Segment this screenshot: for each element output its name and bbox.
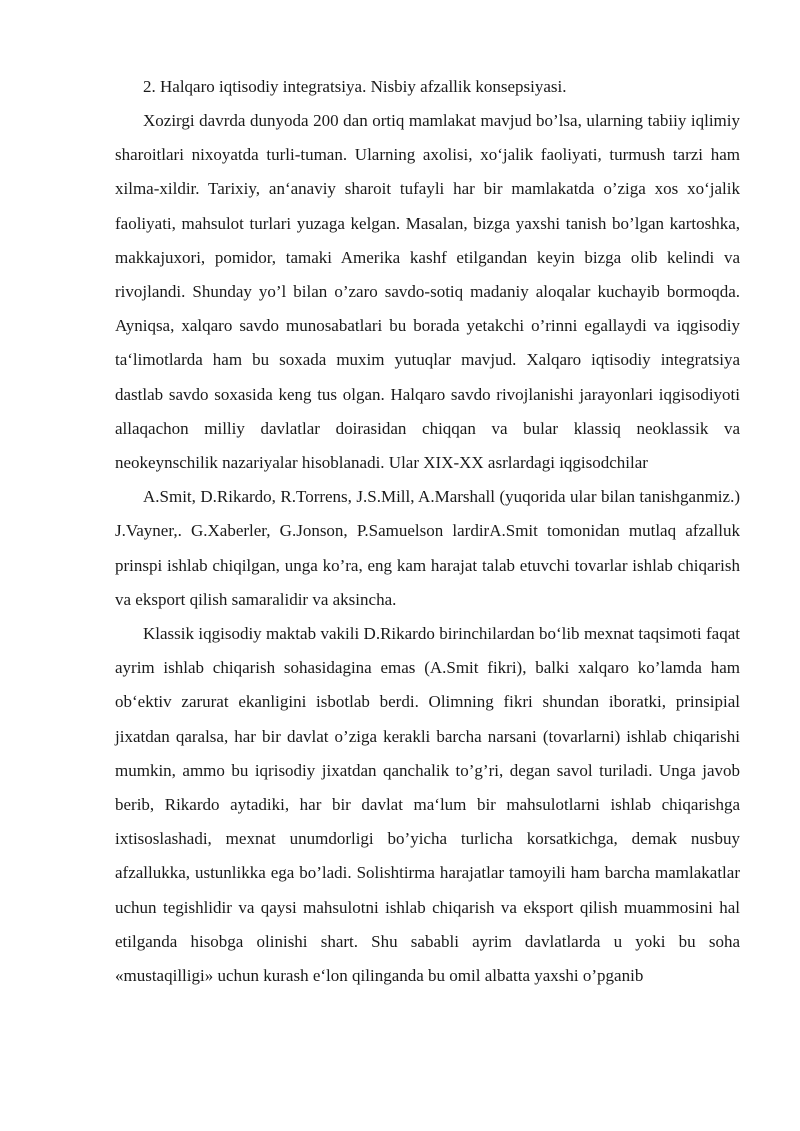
paragraph-intro: Xozirgi davrda dunyoda 200 dan ortiq mamlakat mavjud bo’lsa, ularning tabiiy iqlimiy sharoitlari nixoyatda turli-tuman. Ularning axolisi, xo‘jalik faoliyati, turmush tarzi ham xilma-xildir. Tarixiy, an‘anaviy sharoit tufayli har bir mamlakatda o’ziga xos xo‘jalik faoliyati, mahsulot turlari yuzaga kelgan. Masalan, bizga yaxshi tanish bo’lgan kartoshka, makkajuxori, pomidor, tamaki Amerika kashf etilgandan keyin bizga olib kelindi va rivojlandi. Shunday yo’l bilan o’zaro savdo-sotiq madaniy aloqalar kuchayib bormoqda. Ayniqsa, xalqaro savdo munosabatlari bu borada yetakchi o’rinni egallaydi va iqgisodiy ta‘limotlarda ham bu soxada muxim yutuqlar mavjud. Xalqaro iqtisodiy integratsiya dastlab savdo soxasida keng tus olgan. Halqaro savdo rivojlanishi jarayonlari iqgisodiyoti allaqachon milliy davlatlar doirasidan chiqqan va bular klassiq neoklassik va neokeynschilik nazariyalar hisoblanadi. Ular XIX-XX asrlardagi iqgisodchilar	[115, 111, 740, 473]
document-page	[115, 70, 740, 993]
paragraph-economists: A.Smit, D.Rikardo, R.Torrens, J.S.Mill, A.Marshall (yuqorida ular bilan tanishganmiz.) J.Vayner,. G.Xaberler, G.Jonson, P.Samuelson lardirA.Smit tomonidan mutlaq afzalluk prinspi ishlab chiqilgan, unga ko’ra, eng kam harajat talab etuvchi tovarlar ishlab chiqarish va eksport qilish samaralidir va aksincha.	[115, 487, 740, 609]
section-heading: 2. Halqaro iqtisodiy integratsiya. Nisbiy afzallik konsepsiyasi.	[143, 77, 567, 96]
paragraph-rikardo: Klassik iqgisodiy maktab vakili D.Rikardo birinchilardan bo‘lib mexnat taqsimoti faqat ayrim ishlab chiqarish sohasidagina emas (A.Smit fikri), balki xalqaro ko’lamda ham ob‘ektiv zarurat ekanligini isbotlab berdi. Olimning fikri shundan iboratki, prinsipial jixatdan qaralsa, har bir davlat o’ziga kerakli barcha narsani (tovarlarni) ishlab chiqarishi mumkin, ammo bu iqrisodiy jixatdan qanchalik to’g’ri, degan savol turiladi. Unga javob berib, Rikardo aytadiki, har bir davlat ma‘lum bir mahsulotlarni ishlab chiqarishga ixtisoslashadi, mexnat unumdorligi bo’yicha turlicha korsatkichga, demak nusbuy afzallukka, ustunlikka ega bo’ladi. Solishtirma harajatlar tamoyili ham barcha mamlakatlar uchun tegishlidir va qaysi mahsulotni ishlab chiqarish va eksport qilish muammosini hal etilganda hisobga olinishi shart. Shu sababli ayrim davlatlarda u yoki bu soha «mustaqilligi» uchun kurash e‘lon qilinganda bu omil albatta yaxshi o’pganib	[115, 624, 740, 986]
